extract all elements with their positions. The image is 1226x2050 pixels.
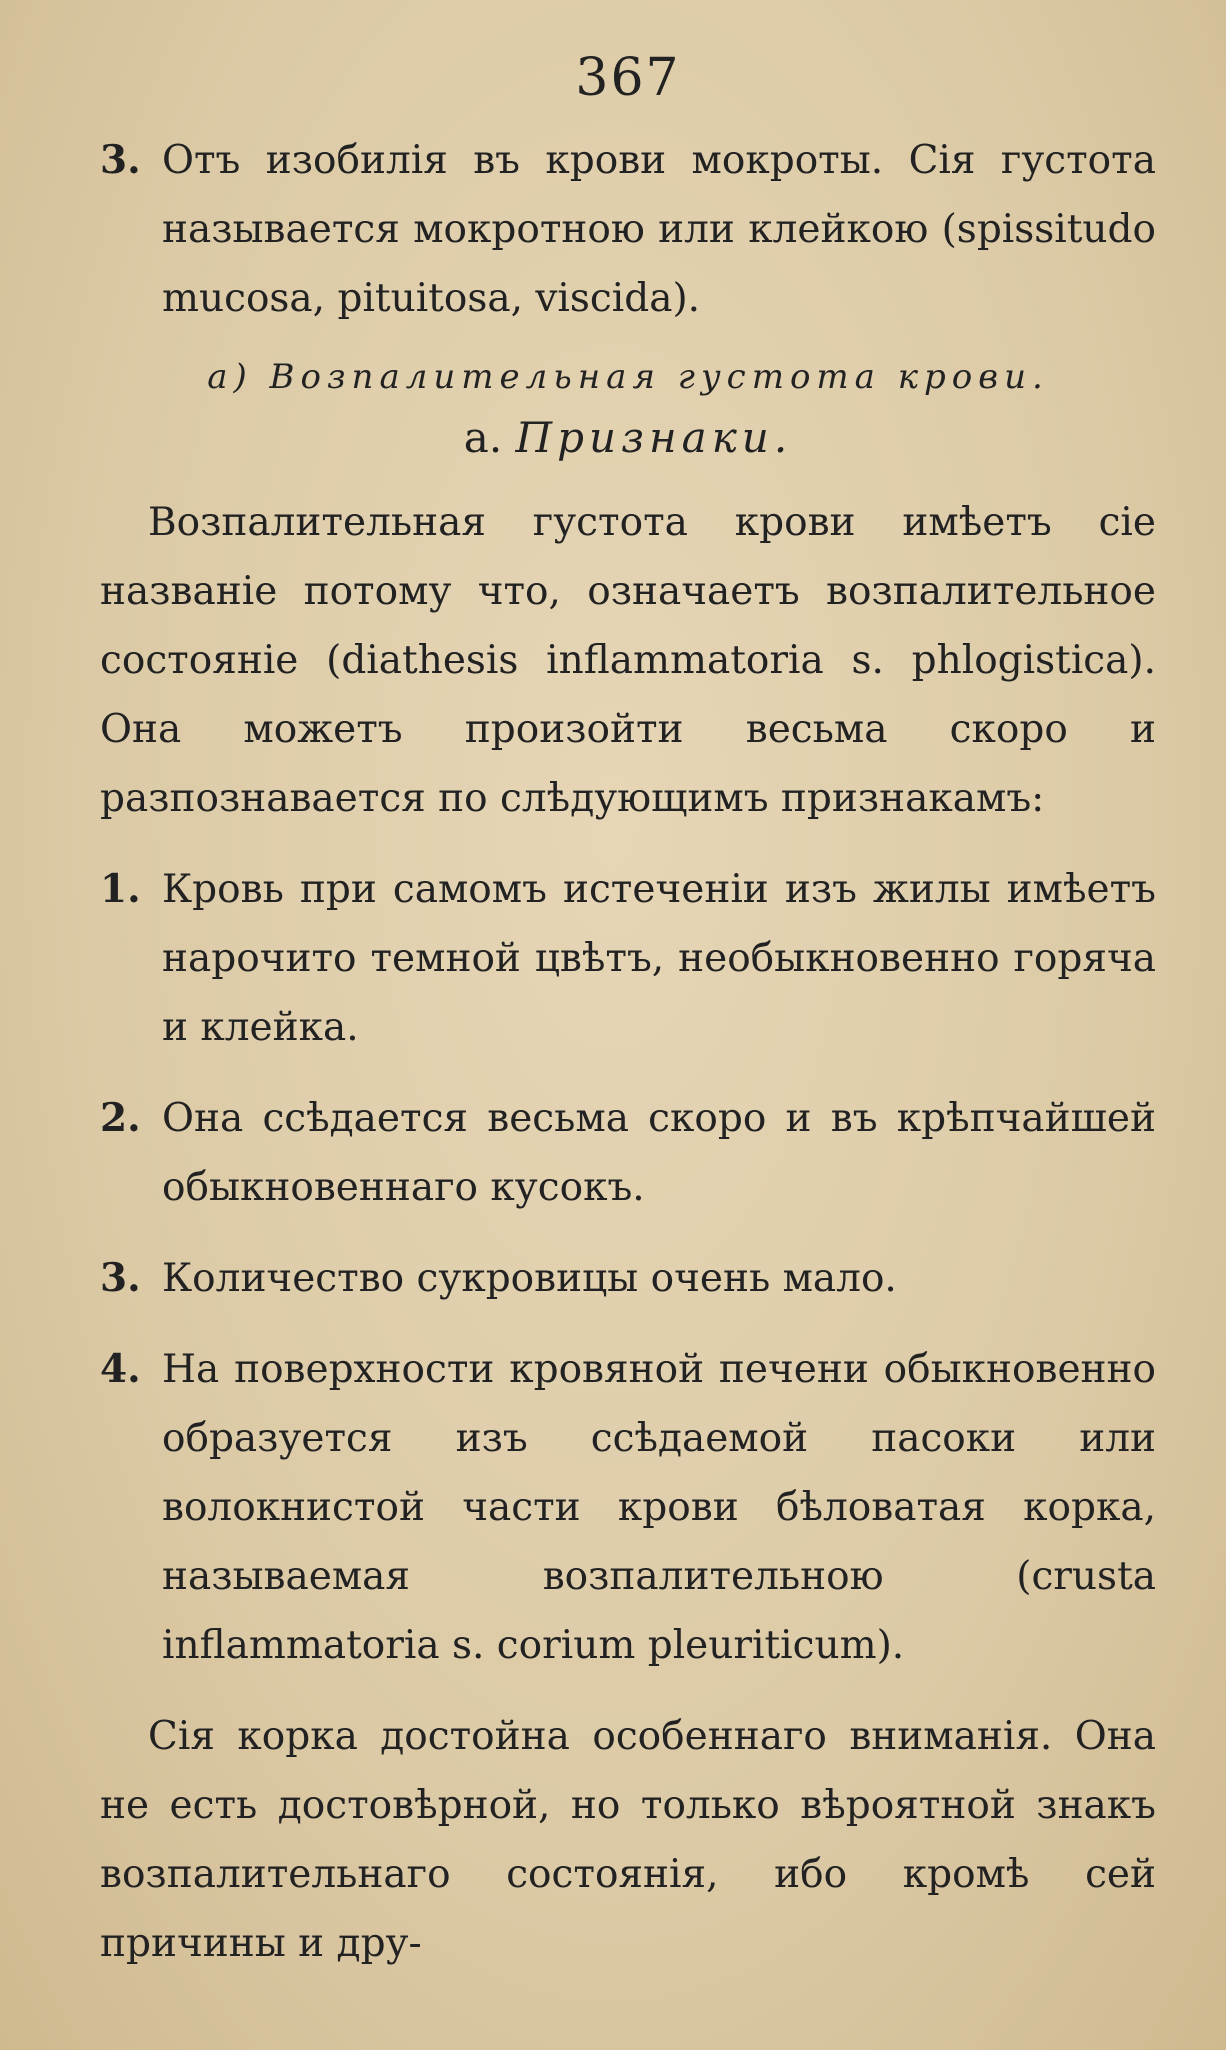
- list-number: 3.: [100, 137, 141, 183]
- subsection-title: Признаки.: [515, 413, 793, 462]
- closing-paragraph: Сія корка достойна особеннаго вниманія. Она не есть достовѣрной, но только вѣроятной знакъ возпалительнаго состоянія, ибо кромѣ сей причины и дру-: [100, 1714, 1156, 1966]
- list-item: [100, 1335, 1156, 1680]
- subsection-prefix: а.: [463, 413, 503, 462]
- list-number: 3.: [100, 1255, 141, 1301]
- list-item: [100, 1244, 1156, 1313]
- section-heading: а) Возпалительная густота крови.: [207, 357, 1049, 397]
- list-item: [100, 855, 1156, 1062]
- intro-paragraph: Возпалительная густота крови имѣетъ сіе названіе потому что, означаетъ возпалительное состояніе (diathesis inflammatoria s. phlogistica). Она можетъ произойти весьма скоро и разпознавается по слѣдующимъ признакамъ:: [100, 500, 1156, 821]
- list-item: [100, 1084, 1156, 1222]
- list-number: 2.: [100, 1095, 141, 1141]
- subsection-heading: [100, 413, 1156, 462]
- list-number: 1.: [100, 866, 141, 912]
- list-text: Кровь при самомъ истеченіи изъ жилы имѣетъ нарочито темной цвѣтъ, необыкновенно горяча и клейка.: [162, 867, 1156, 1050]
- list-text: Количество сукровицы очень мало.: [162, 1256, 897, 1301]
- list-text: На поверхности кровяной печени обыкновенно образуется изъ ссѣдаемой пасоки или волокнистой части крови бѣловатая корка, называемая возпалительною (crusta inflammatoria s. corium pleuriticum).: [162, 1347, 1156, 1668]
- page-number: 367: [575, 48, 681, 108]
- list-number: 4.: [100, 1346, 141, 1392]
- list-text: Она ссѣдается весьма скоро и въ крѣпчайшей обыкновеннаго кусокъ.: [162, 1096, 1156, 1210]
- list-text: Отъ изобилія въ крови мокроты. Сія густота называется мокротною или клейкою (spissitudo mucosa, pituitosa, viscida).: [162, 138, 1156, 321]
- list-item: [100, 126, 1156, 333]
